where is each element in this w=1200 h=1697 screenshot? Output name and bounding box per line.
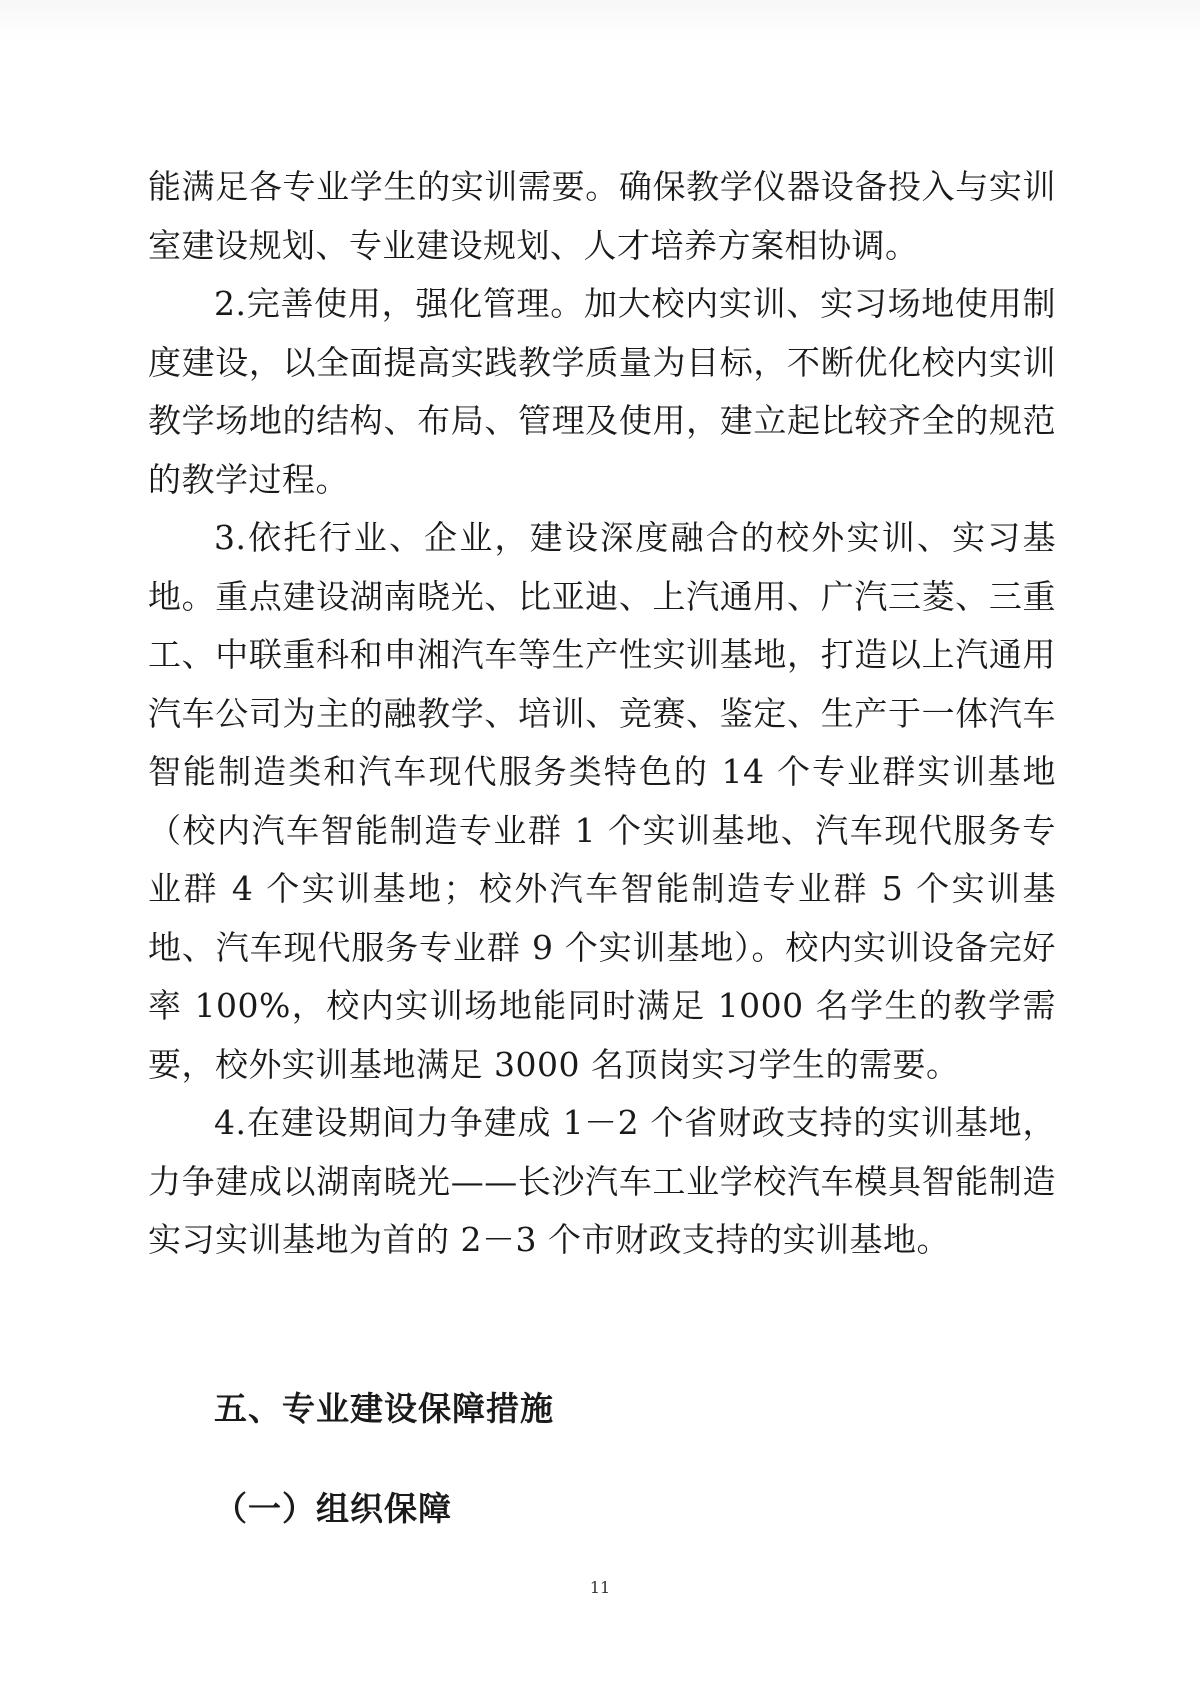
paragraph-item-2: 2.完善使用，强化管理。加大校内实训、实习场地使用制度建设，以全面提高实践教学质量为目标，不断优化校内实训教学场地的结构、布局、管理及使用，建立起比较齐全的规范的教学过程。 — [148, 284, 1056, 499]
paragraph-item-3: 3.依托行业、企业，建设深度融合的校外实训、实习基地。重点建设湖南晓光、比亚迪、上汽通用、广汽三菱、三重工、中联重科和申湘汽车等生产性实训基地，打造以上汽通用汽车公司为主的融教学、培训、竞赛、鉴定、生产于一体汽车智能制造类和汽车现代服务类特色的 14 个专业群实训基地（校内汽车智能制造专业群 1 个实训基地、汽车现代服务专业群 4 个实训基地；校外汽车智能制造专业群 5 个实训基地、汽车现代服务专业群 9 个实训基地）。校内实训设备完好率 100%，校内实训场地能同时满足 1000 名学生的教学需要，校外实训基地满足 3000 名顶岗实习学生的需要。 — [148, 518, 1056, 1084]
body-text — [148, 158, 1056, 1270]
subsection-heading: （一）组织保障 — [214, 1489, 452, 1528]
paragraph-continuation: 能满足各专业学生的实训需要。确保教学仪器设备投入与实训室建设规划、专业建设规划、人才培养方案相协调。 — [148, 167, 1056, 265]
section-heading: 五、专业建设保障措施 — [214, 1389, 554, 1428]
paragraph-item-4: 4.在建设期间力争建成 1－2 个省财政支持的实训基地，力争建成以湖南晓光——长沙汽车工业学校汽车模具智能制造实习实训基地为首的 2－3 个市财政支持的实训基地。 — [148, 1103, 1056, 1259]
page-number: 11 — [589, 1578, 611, 1597]
